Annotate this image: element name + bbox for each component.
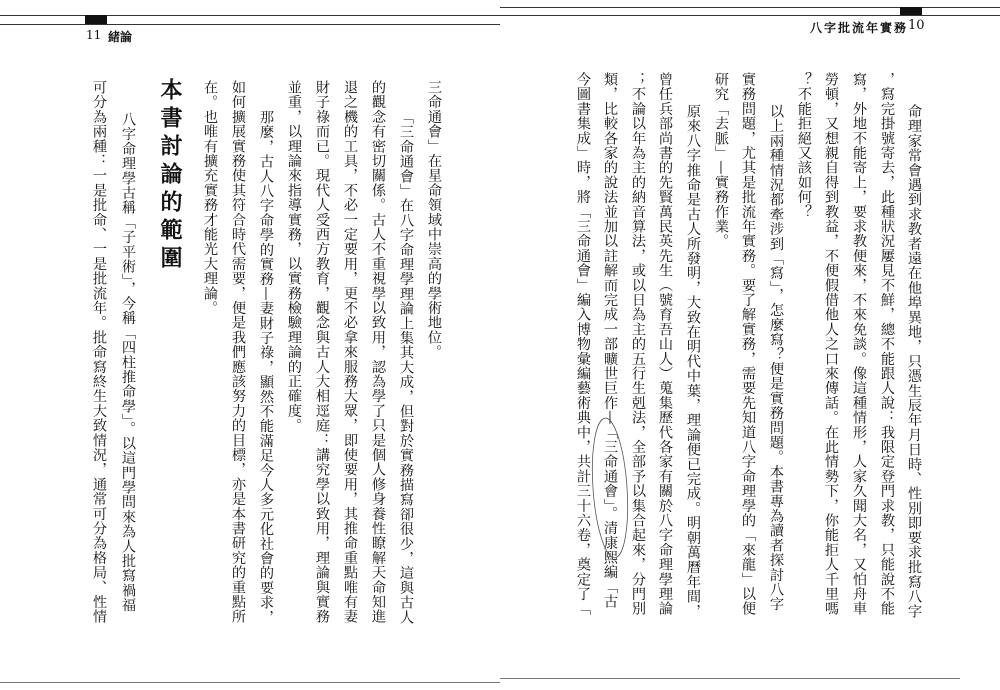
text-column: 命理家常會遇到求教者遠在他埠異地，只憑生辰年月日時、性別即要求批寫八字 bbox=[906, 104, 922, 619]
text-column: 財子祿而已。現代人受西方教育，觀念與古人大相逕庭：講究學以致用，理論與實務 bbox=[314, 80, 330, 624]
text-column: 在。也唯有擴充實務才能光大理論。 bbox=[202, 80, 218, 316]
text-column: 「三命通會」在八字命理學理論上集其大成，但對於實務描寫卻很少，這與古人 bbox=[398, 110, 414, 625]
text-column: 曾任兵部尚書的先賢萬民英先生（號育吾山人）蒐集歷代各家有關於八字命理學理論 bbox=[657, 72, 673, 616]
text-column: 並重，以理論來指導實務，以實務檢驗理論的正確度。 bbox=[286, 80, 302, 433]
text-column: 三命通會」在星命領域中崇高的學術地位。 bbox=[426, 80, 442, 360]
text-column: ，寫完掛號寄去，此種狀況屢見不鮮，總不能跟人說：我限定登門求教，只能說不能 bbox=[879, 72, 895, 616]
text-column: 那麼，古人八字命學的實務—妻財子祿，顯然不能滿足今人多元化社會的要求， bbox=[258, 110, 274, 625]
text-column: 如何擴展實務使其符合時代需要，便是我們應該努力的目標，亦是本書研究的重點所 bbox=[230, 80, 246, 624]
text-column: 今圖書集成」時，將「三命通會」編入博物彙編藝術典中，共計三十六卷，奠定了「 bbox=[575, 72, 591, 616]
header-marker-block bbox=[85, 15, 107, 24]
text-column: 研究「去脈」—實務作業。 bbox=[713, 72, 729, 249]
footer-rule bbox=[0, 682, 500, 683]
footer-rule bbox=[500, 678, 960, 679]
text-column: 寫，外地不能寄上，要求教便來，不來免談。像這種情形，人家久聞大名，又怕舟車 bbox=[851, 72, 867, 616]
text-column: 以上兩種情況都牽涉到「寫」，怎麼寫？便是實務問題。本書專為讀者探討八字 bbox=[768, 104, 784, 612]
text-column: 可分為兩種：一是批命、一是批流年。批命寫終生大致情況，通常可分為格局、性情 bbox=[91, 80, 107, 624]
text-column: 類，比較各家的說法並加以註解而完成一部曠世巨作—「三命通會」。清康熙編「古 bbox=[602, 72, 618, 609]
text-column: 實務問題，尤其是批流年實務。要了解實務，需要先知道八字命理學的「來龍」以便 bbox=[740, 72, 756, 616]
header-rule-bottom bbox=[500, 15, 1000, 16]
running-title: 緒論 bbox=[108, 30, 133, 44]
header-marker-block bbox=[900, 7, 922, 15]
running-title: 八字批流年實務 bbox=[810, 21, 909, 35]
text-column: 退之機的工具，不必一定要用，更不必拿來服務大眾，即使要用，其推命重點唯有妻 bbox=[342, 80, 358, 624]
header-rule-bottom bbox=[0, 24, 500, 25]
section-heading: 本書討論的範圍 bbox=[157, 78, 183, 274]
page-number: 11 bbox=[86, 28, 102, 42]
right-page bbox=[500, 0, 1000, 690]
text-column: 的觀念有密切關係。古人不重視學以致用，認為學了只是個人修身養性瞭解天命知進 bbox=[370, 80, 386, 624]
text-column: 勞頓，又想親自得到教益，不便假借他人之口來傳話。在此情勢下，你能拒人千里嗎 bbox=[823, 72, 839, 616]
text-column: 原來八字推命是古人所發明，大致在明代中葉，理論便已完成。明朝萬曆年間， bbox=[685, 104, 701, 619]
text-column: 八字命理學古稱「子平術」，今稱「四柱推命學」。以這門學問來為人批寫禍福 bbox=[120, 112, 136, 613]
header-rule-top bbox=[500, 7, 1000, 8]
header-rule-top bbox=[0, 15, 500, 16]
page-number: 10 bbox=[908, 18, 925, 33]
text-column: ；不論以年為主的納音算法，或以日為主的五行生剋法，全部予以集合起來，分門別 bbox=[630, 72, 646, 616]
text-column: ？不能拒絕又該如何？ bbox=[796, 72, 812, 219]
